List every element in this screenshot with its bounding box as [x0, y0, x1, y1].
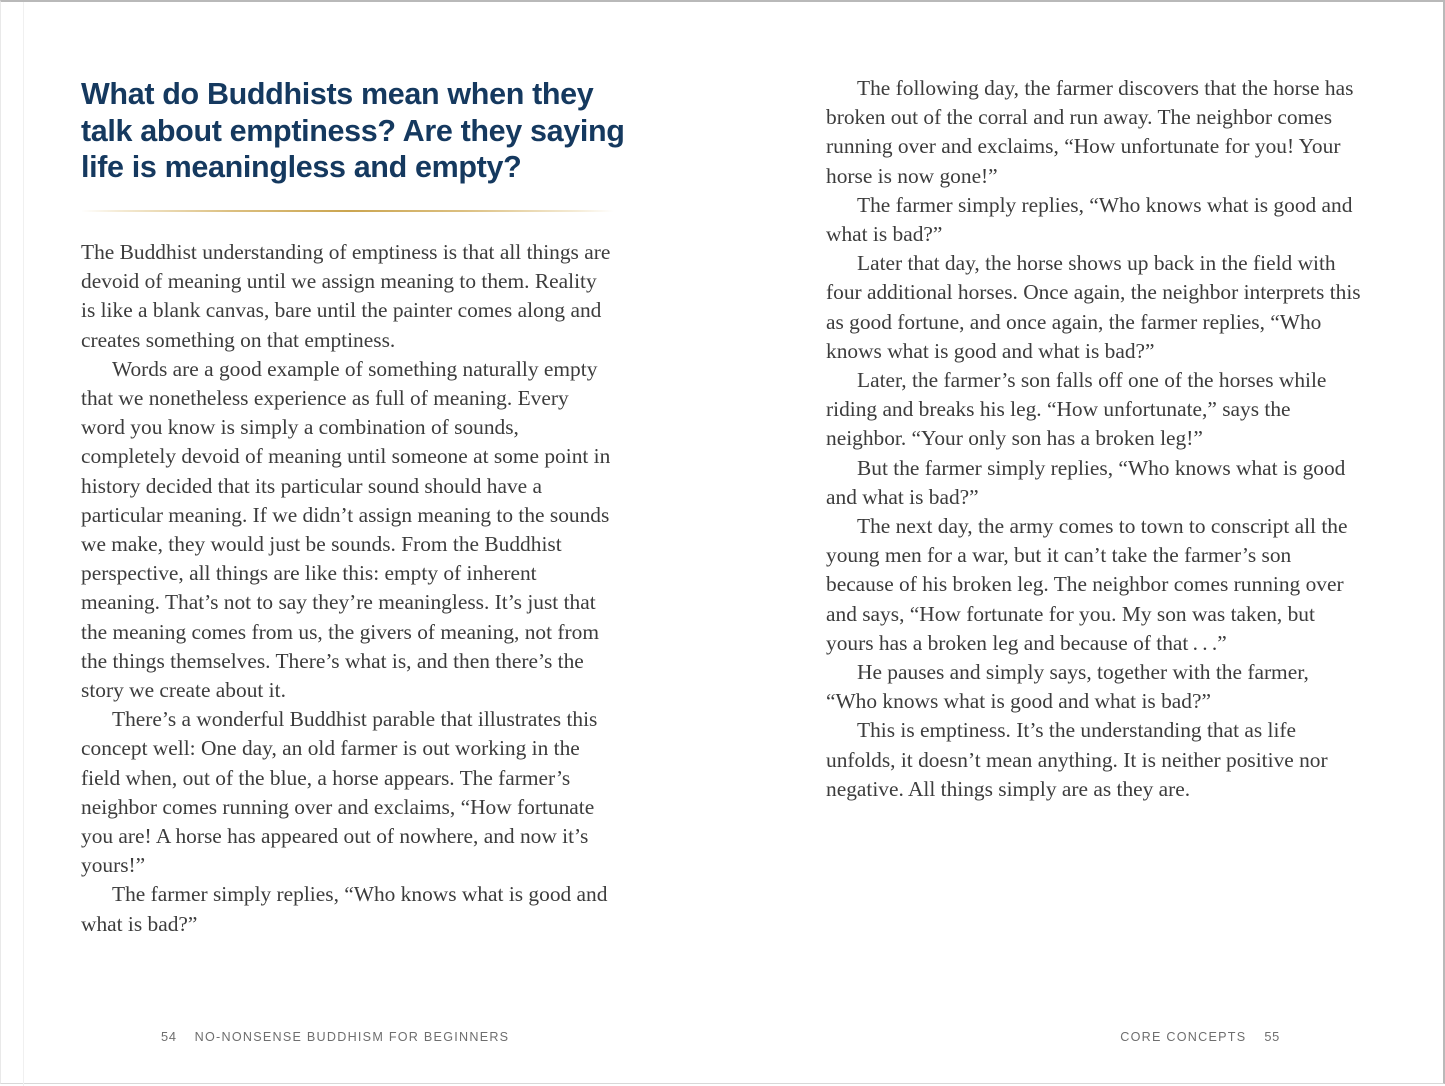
paragraph: This is emptiness. It’s the understanding that as life unfolds, it doesn’t mean anything. It is neither positive nor negative. All things simply are as they are.: [826, 718, 1328, 801]
page-trim-line: [23, 2, 24, 1086]
page-number: 54: [161, 1029, 177, 1044]
paragraph: The Buddhist understanding of emptiness is that all things are devoid of meaning until we assign meaning to them. Reality is like a blank canvas, bare until the painter comes along and creates something on that emptiness.: [81, 240, 611, 352]
left-column-body: [81, 238, 614, 939]
left-page-footer: [161, 1029, 509, 1044]
page-number: 55: [1264, 1029, 1280, 1044]
running-head-section-title: CORE CONCEPTS: [1120, 1030, 1247, 1044]
page-title-line-1: What do Buddhists mean when they: [81, 77, 594, 111]
paragraph: The farmer simply replies, “Who knows what is good and what is bad?”: [826, 192, 1353, 247]
paragraph: Words are a good example of something naturally empty that we nonetheless experience as full of meaning. Every word you know is simply a combination of sounds, completely devoid of meaning until someone at some point in history decided that its particular sound should have a particular meaning. If we didn’t assign meaning to the sounds we make, they would just be sounds. From the Buddhist perspective, all things are like this: empty of inherent meaning. That’s not to say they’re meaningless. It’s just that the meaning comes from us, the givers of meaning, not from the things themselves. There’s what is, and then there’s the story we create about it.: [81, 356, 611, 703]
paragraph: But the farmer simply replies, “Who knows what is good and what is bad?”: [826, 455, 1346, 509]
right-page: [826, 2, 1363, 1086]
paragraph: Later, the farmer’s son falls off one of the horses while riding and breaks his leg. “How unfortunate,” says the neighbor. “Your only son has a broken leg!”: [826, 368, 1327, 451]
gold-divider-rule: [81, 210, 614, 212]
page-title-line-2: talk about emptiness? Are they saying: [81, 113, 625, 148]
paragraph: There’s a wonderful Buddhist parable that illustrates this concept well: One day, an old farmer is out working in the field when, out of the blue, a horse appears. The farmer’s neighbor comes running over and exclaims, “How fortunate you are! A horse has appeared out of nowhere, and now it’s yours!”: [81, 707, 598, 878]
running-head-book-title: NO-NONSENSE BUDDHISM FOR BEGINNERS: [194, 1030, 510, 1044]
paragraph: The following day, the farmer discovers that the horse has broken out of the corral and run away. The neighbor comes running over and exclaims, “How unfortunate for you! Your horse is now gone!”: [826, 76, 1354, 188]
page-title-line-3: life is meaningless and empty?: [81, 150, 522, 184]
right-page-footer: [1120, 1029, 1280, 1044]
page-title: [81, 76, 625, 186]
paragraph: The farmer simply replies, “Who knows what is good and what is bad?”: [81, 882, 608, 936]
paragraph: He pauses and simply says, together with the farmer, “Who knows what is good and what is bad?”: [826, 660, 1309, 714]
paragraph: The next day, the army comes to town to conscript all the young men for a war, but it can’t take the farmer’s son because of his broken leg. The neighbor comes running over and says, “How fortunate for you. My son was taken, but yours has a broken leg and because of that . . .”: [826, 514, 1348, 655]
right-column-body: [826, 74, 1363, 804]
left-page: [81, 2, 625, 1086]
paragraph: Later that day, the horse shows up back in the field with four additional horses. Once again, the neighbor interprets this as good fortune, and once again, the farmer replies, “Who knows what is good and what is bad?”: [826, 251, 1361, 363]
